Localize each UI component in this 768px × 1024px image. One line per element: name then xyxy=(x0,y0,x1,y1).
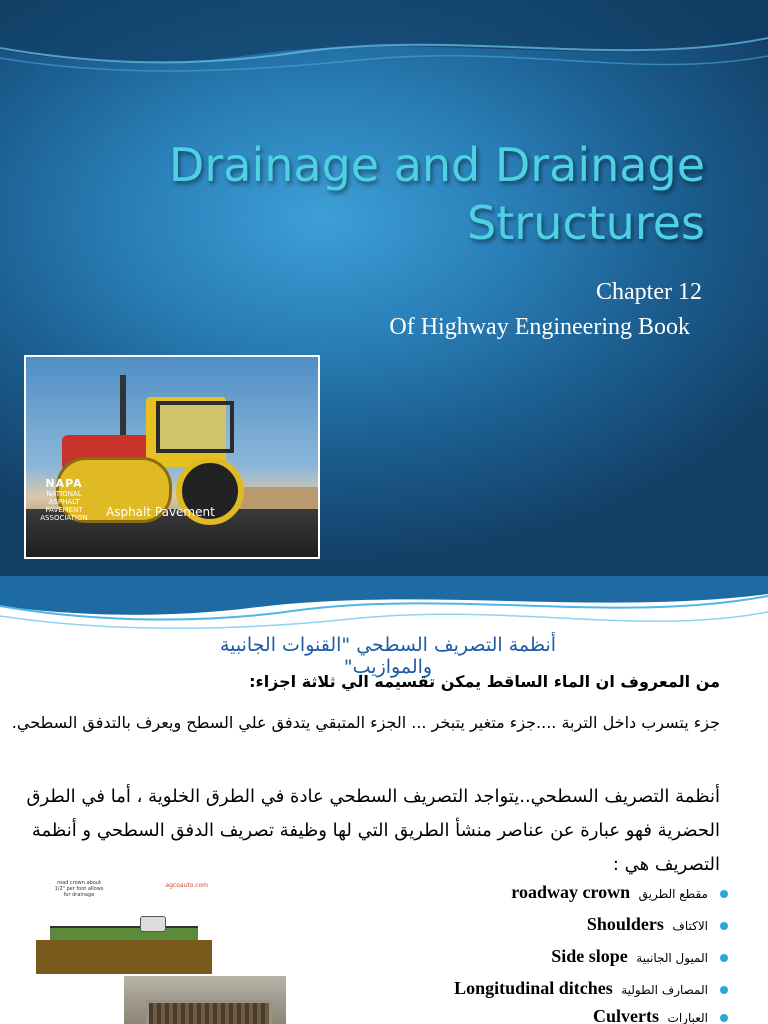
bullet-dot xyxy=(720,986,728,994)
bullet-dot xyxy=(720,954,728,962)
book-label: Of Highway Engineering Book xyxy=(389,314,690,340)
bullet-english: Longitudinal ditches xyxy=(454,978,613,998)
roller-cab xyxy=(156,401,234,453)
bullet-dot xyxy=(720,922,728,930)
diagram-source: agcoauto.com xyxy=(165,882,208,889)
decorative-wave xyxy=(0,0,768,110)
drainage-systems-text: أنظمة التصريف السطحي..يتواجد التصريف السطحي عادة في الطرق الخلوية ، أما في الطرق الحضرية فهو عبارة عن عناصر منشأ الطريق التي لها وظيفة تصريف الدفق السطحي و أنظمة التصريف هي : xyxy=(26,786,720,875)
grate-icon xyxy=(146,1000,272,1024)
intro-text: من المعروف ان الماء الساقط يمكن تقسيمه الي ثلاثة اجزاء: xyxy=(249,672,720,691)
slide-heading: أنظمة التصريف السطحي "القنوات الجانبية والموازيب" xyxy=(219,634,557,678)
bullet-arabic: الاكتاف xyxy=(672,919,708,933)
diagram-ground xyxy=(36,940,212,974)
bullet-english: Side slope xyxy=(551,946,628,966)
bullet-dot xyxy=(720,1014,728,1022)
bullet-english: Culverts xyxy=(593,1006,660,1024)
napa-logo-text: NAPA xyxy=(45,477,83,490)
list-item xyxy=(368,946,728,967)
chapter-label: Chapter 12 xyxy=(596,279,702,305)
list-item xyxy=(368,914,728,935)
diagram-note: road crown about 1/2" per foot allows for drainage xyxy=(54,880,104,898)
napa-logo xyxy=(30,477,98,522)
list-item xyxy=(368,978,728,999)
bullet-arabic: مقطع الطريق xyxy=(638,887,708,901)
title-line-2: Structures xyxy=(467,196,705,250)
list-item xyxy=(368,1006,728,1024)
content-slide xyxy=(0,576,768,1024)
water-parts-text: جزء يتسرب داخل التربة ....جزء متغير يتبخر ... الجزء المتبقي يتدفق علي السطح ويعرف بالتدفق السطحي. xyxy=(11,713,720,732)
drain-grate-photo xyxy=(124,976,286,1024)
napa-logo-sub: NATIONAL ASPHALT PAVEMENT ASSOCIATION xyxy=(40,490,88,522)
slide-title xyxy=(60,136,705,252)
car-icon xyxy=(140,916,166,932)
bullet-arabic: الميول الجانبية xyxy=(636,951,708,965)
bullet-english: roadway crown xyxy=(511,882,631,902)
bullet-dot xyxy=(720,890,728,898)
bullet-arabic: المصارف الطولية xyxy=(621,983,708,997)
bullet-english: Shoulders xyxy=(586,914,664,934)
bullet-arabic: العبارات xyxy=(667,1011,708,1024)
title-line-1: Drainage and Drainage xyxy=(168,138,705,192)
roller-exhaust xyxy=(120,375,126,435)
photo-caption: Asphalt Pavement xyxy=(106,505,215,519)
list-item xyxy=(368,882,728,903)
asphalt-roller-photo xyxy=(24,355,320,559)
road-crown-diagram xyxy=(36,878,212,974)
